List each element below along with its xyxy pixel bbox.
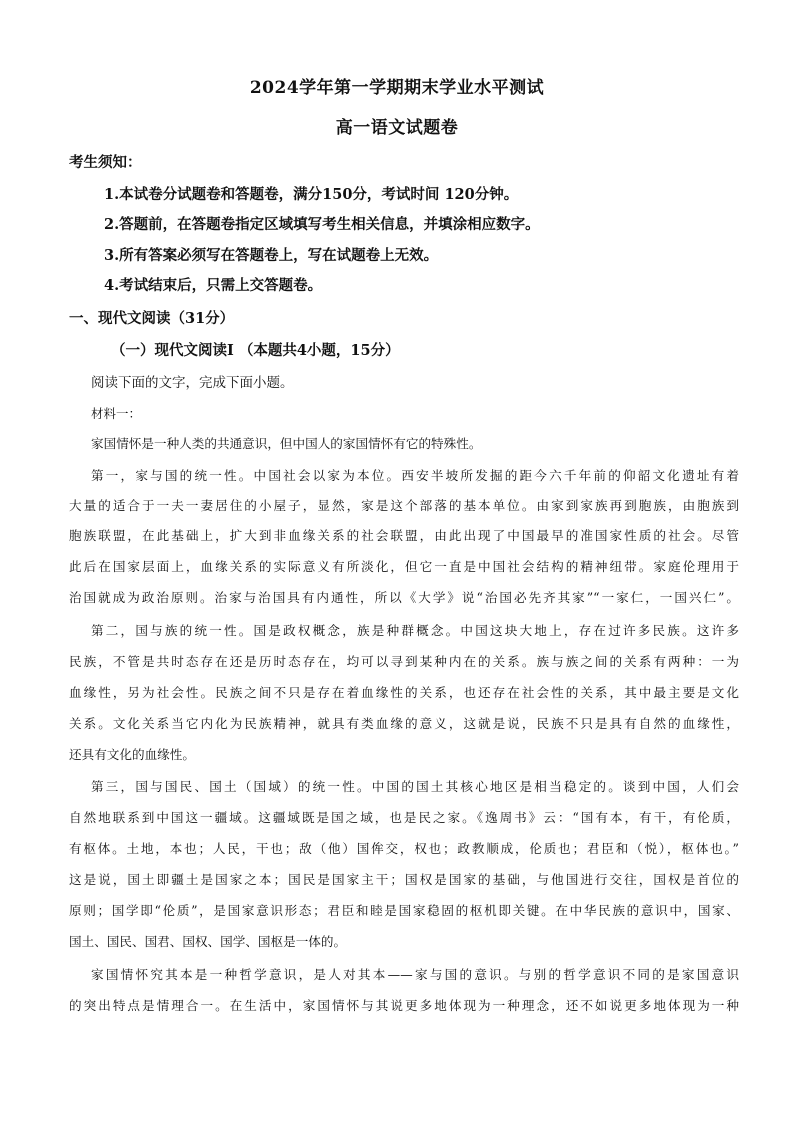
passage-line: 胞族联盟，在此基础上，扩大到非血缘关系的社会联盟，由此出现了中国最早的准国家性质的社会。尽管 <box>69 528 739 543</box>
reading-instruction: 阅读下面的文字，完成下面小题。 <box>91 375 294 391</box>
material-label: 材料一： <box>91 406 142 421</box>
passage-line: 第三，国与国民、国土（国域）的统一性。中国的国土其核心地区是相当稳定的。谈到中国，人们会 <box>91 779 739 794</box>
passage-line: 有枢体。土地，本也；人民，干也；敌（他）国侔交，权也；政教顺成，伦质也；君臣和（悦），枢体也。” <box>69 841 739 856</box>
notice-item: 4.考试结束后，只需上交答题卷。 <box>104 277 323 294</box>
passage-line: 这是说，国土即疆土是国家之本；国民是国家主干；国权是国家的基础，与他国进行交往，国权是首位的 <box>69 872 739 887</box>
exam-subtitle: 高一语文试题卷 <box>335 118 459 138</box>
notice-item: 2.答题前，在答题卷指定区域填写考生相关信息，并填涂相应数字。 <box>104 216 540 233</box>
passage-line: 血缘性，另为社会性。民族之间不只是存在着血缘性的关系，也还存在社会性的关系，其中最主要是文化 <box>69 685 739 700</box>
passage-line: 民族，不管是共时态存在还是历时态存在，均可以寻到某种内在的关系。族与族之间的关系有两种：一为 <box>69 654 739 669</box>
passage-line: 还具有文化的血缘性。 <box>69 747 195 762</box>
passage-line: 国土、国民、国君、国权、国学、国枢是一体的。 <box>69 934 347 949</box>
notice-item: 1.本试卷分试题卷和答题卷，满分150分，考试时间 120分钟。 <box>104 186 519 203</box>
passage-line: 治国就成为政治原则。治家与治国具有内通性，所以《大学》说“治国必先齐其家”“一家仁，一国兴仁”。 <box>69 590 739 605</box>
exam-title: 2024学年第一学期期末学业水平测试 <box>249 78 545 98</box>
section-heading: 一、现代文阅读（31分） <box>69 310 235 327</box>
subsection-heading: （一）现代文阅读Ⅰ （本题共4小题，15分） <box>111 342 400 359</box>
passage-line: 关系。文化关系当它内化为民族精神，就具有类血缘的意义，这就是说，民族不只是具有自然的血缘性， <box>69 716 739 731</box>
passage-line: 自然地联系到中国这一疆域。这疆域既是国之域，也是民之家。《逸周书》云：“国有本，有干，有伦质， <box>69 810 739 825</box>
passage-line: 此后在国家层面上，血缘关系的实际意义有所淡化，但它一直是中国社会结构的精神纽带。家庭伦理用于 <box>69 559 739 574</box>
passage-line: 大量的适合于一夫一妻居住的小屋子，显然，家是这个部落的基本单位。由家到家族再到胞族，由胞族到 <box>69 498 739 513</box>
notice-item: 3.所有答案必须写在答题卷上，写在试题卷上无效。 <box>104 247 439 264</box>
notice-heading: 考生须知： <box>69 154 142 171</box>
passage-line: 第一，家与国的统一性。中国社会以家为本位。西安半坡所发掘的距今六千年前的仰韶文化遗址有着 <box>91 468 739 483</box>
passage-line: 家国情怀是一种人类的共通意识，但中国人的家国情怀有它的特殊性。 <box>91 436 482 451</box>
passage-line: 第二，国与族的统一性。国是政权概念，族是种群概念。中国这块大地上，存在过许多民族。这许多 <box>91 623 739 638</box>
passage-line: 原则；国学即“伦质”，是国家意识形态；君臣和睦是国家稳固的枢机即关键。在中华民族的意识中，国家、 <box>69 903 739 918</box>
passage-line: 家国情怀究其本是一种哲学意识，是人对其本——家与国的意识。与别的哲学意识不同的是家国意识 <box>91 967 739 982</box>
passage-line: 的突出特点是情理合一。在生活中，家国情怀与其说更多地体现为一种理念，还不如说更多地体现为一种 <box>69 998 739 1013</box>
